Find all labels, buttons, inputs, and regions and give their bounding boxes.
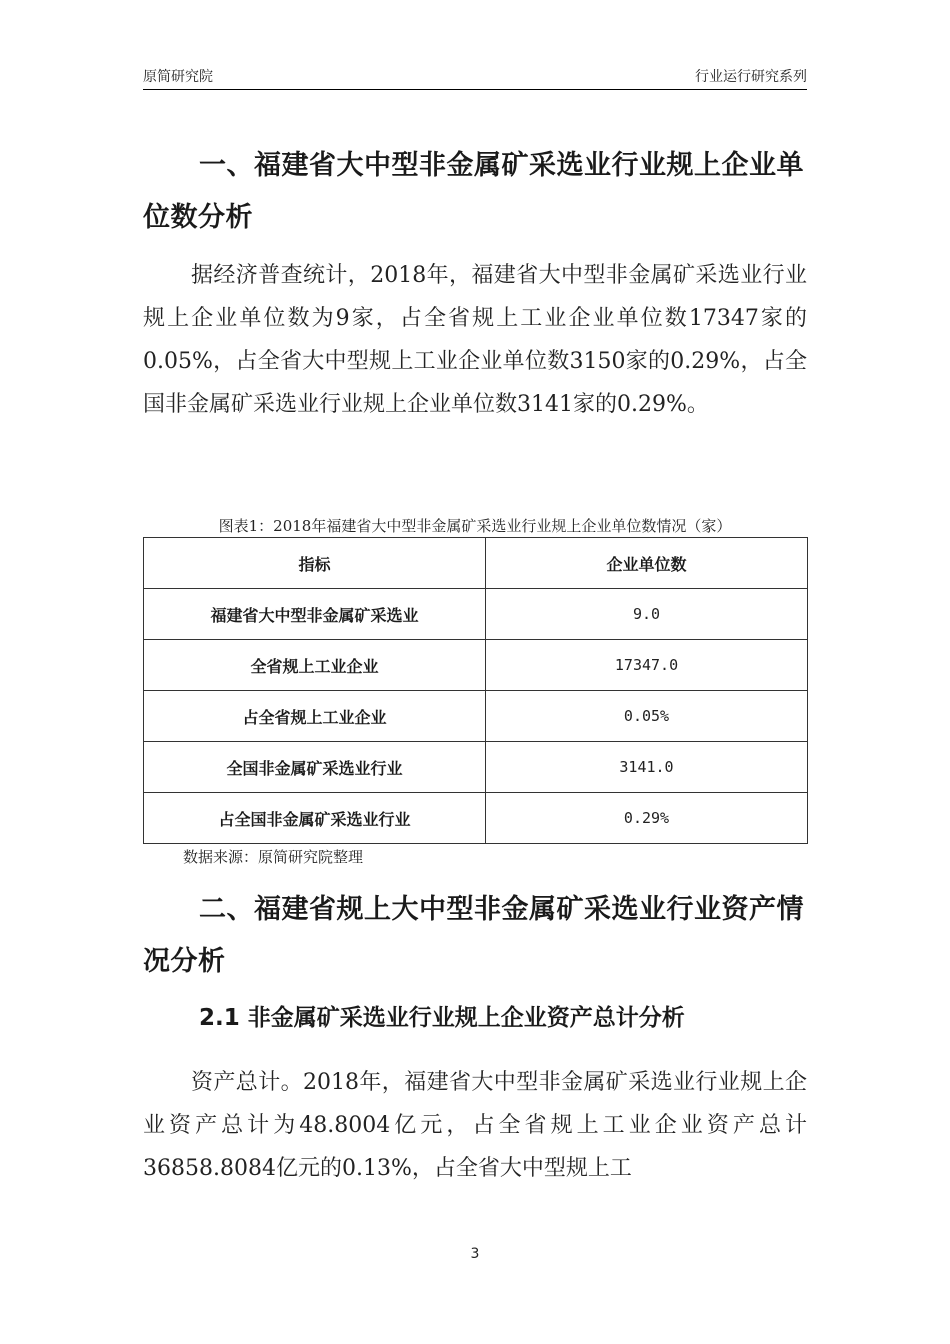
section2-title: 二、福建省规上大中型非金属矿采选业行业资产情况分析 [143,894,804,977]
header-rule [143,89,807,90]
table-row [144,793,808,844]
enterprise-count-table [143,537,808,844]
row-label: 全国非金属矿采选业行业 [144,742,486,793]
row-value: 3141.0 [486,742,808,793]
row-value: 0.29% [486,793,808,844]
table-caption: 图表1：2018年福建省大中型非金属矿采选业行业规上企业单位数情况（家） [218,517,732,535]
table-header-row [144,538,808,589]
row-value: 0.05% [486,691,808,742]
row-value: 9.0 [486,589,808,640]
row-value: 17347.0 [486,640,808,691]
table-row [144,640,808,691]
table-row [144,589,808,640]
table-row [144,691,808,742]
column-header-indicator: 指标 [144,538,486,589]
header-org-name: 原简研究院 [143,69,213,85]
section2-paragraph: 资产总计。2018年，福建省大中型非金属矿采选业行业规上企业资产总计为48.8004亿元，占全省规上工业企业资产总计36858.8084亿元的0.13%，占全省大中型规上工 [143,1070,807,1181]
column-header-count: 企业单位数 [486,538,808,589]
table-row [144,742,808,793]
table-source-note: 数据来源：原简研究院整理 [183,848,364,866]
header-series-name: 行业运行研究系列 [695,69,807,85]
row-label: 全省规上工业企业 [144,640,486,691]
page-number: 3 [470,1246,480,1262]
section1-paragraph: 据经济普查统计，2018年，福建省大中型非金属矿采选业行业规上企业单位数为9家，占全省规上工业企业单位数17347家的0.05%，占全省大中型规上工业企业单位数3150家的0.29%，占全国非金属矿采选业行业规上企业单位数3141家的0.29%。 [143,263,807,417]
row-label: 福建省大中型非金属矿采选业 [144,589,486,640]
row-label: 占全国非金属矿采选业行业 [144,793,486,844]
section2-subtitle: 2.1 非金属矿采选业行业规上企业资产总计分析 [199,1005,685,1031]
row-label: 占全省规上工业企业 [144,691,486,742]
section1-title: 一、福建省大中型非金属矿采选业行业规上企业单位数分析 [143,150,804,233]
